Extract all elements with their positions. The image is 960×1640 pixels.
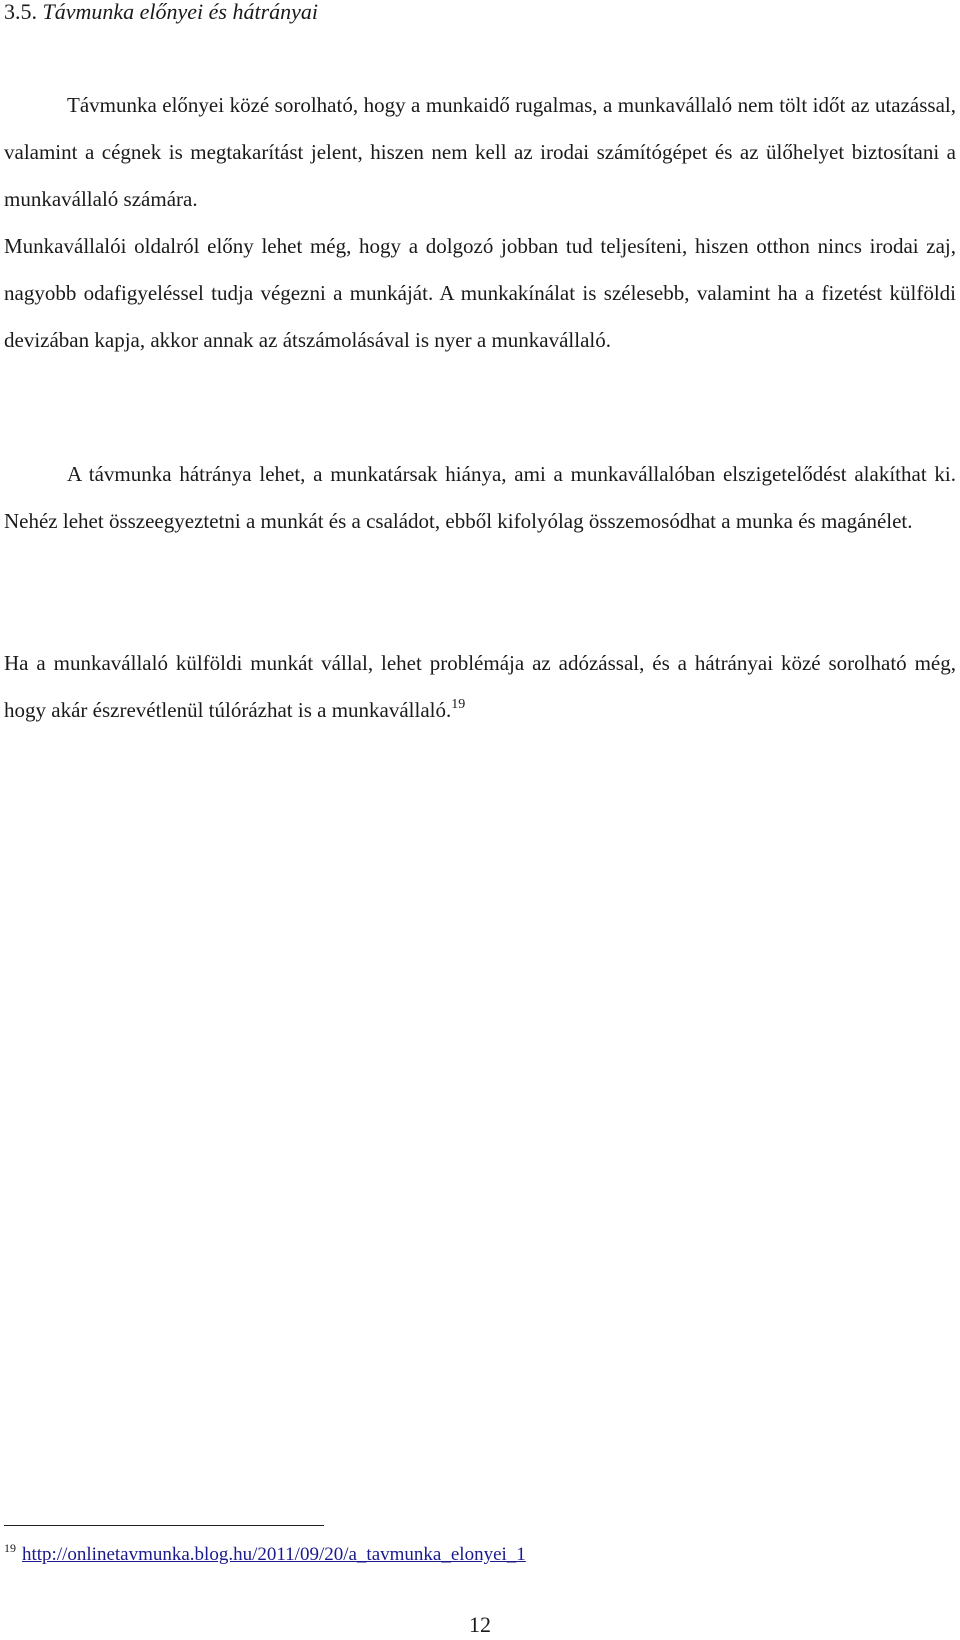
paragraph-taxation-text: Ha a munkavállaló külföldi munkát vállal, lehet problémája az adózással, és a hátrányai közé sorolható még, hogy akár észrevétlenül túlórázhat is a munkavállaló.: [4, 651, 956, 722]
paragraph-disadvantages: A távmunka hátránya lehet, a munkatársak hiánya, ami a munkavállalóban elszigetelődést alakíthat ki. Nehéz lehet összeegyeztetni a munkát és a családot, ebből kifolyólag összemosódhat a munka és magánélet.: [4, 462, 956, 533]
footnote: [4, 1536, 526, 1567]
footnote-reference[interactable]: 19: [451, 697, 466, 712]
paragraph-advantages-part1: Távmunka előnyei közé sorolható, hogy a munkaidő rugalmas, a munkavállaló nem tölt időt az utazással, valamint a cégnek is megtakarítást jelent, hiszen nem kell az irodai számítógépet és az ülőhelyet biztosítani a munkavállaló számára.: [4, 93, 956, 211]
section-heading: [4, 0, 318, 26]
paragraph-advantages-part2: Munkavállalói oldalról előny lehet még, hogy a dolgozó jobban tud teljesíteni, hiszen otthon nincs irodai zaj, nagyobb odafigyeléssel tudja végezni a munkáját. A munkakínálat is szélesebb, valamint ha a fizetést külföldi devizában kapja, akkor annak az átszámolásával is nyer a munkavállaló.: [4, 234, 956, 352]
section-number: 3.5.: [4, 0, 37, 24]
page-number: 12: [469, 1612, 491, 1637]
section-title: Távmunka előnyei és hátrányai: [42, 0, 319, 24]
footnote-link[interactable]: http://onlinetavmunka.blog.hu/2011/09/20/a_tavmunka_elonyei_1: [22, 1544, 526, 1565]
paragraph-taxation: [4, 640, 956, 734]
paragraph-advantages: [4, 82, 956, 364]
footnote-marker: 19: [4, 1541, 16, 1555]
footnote-divider: [4, 1525, 324, 1526]
